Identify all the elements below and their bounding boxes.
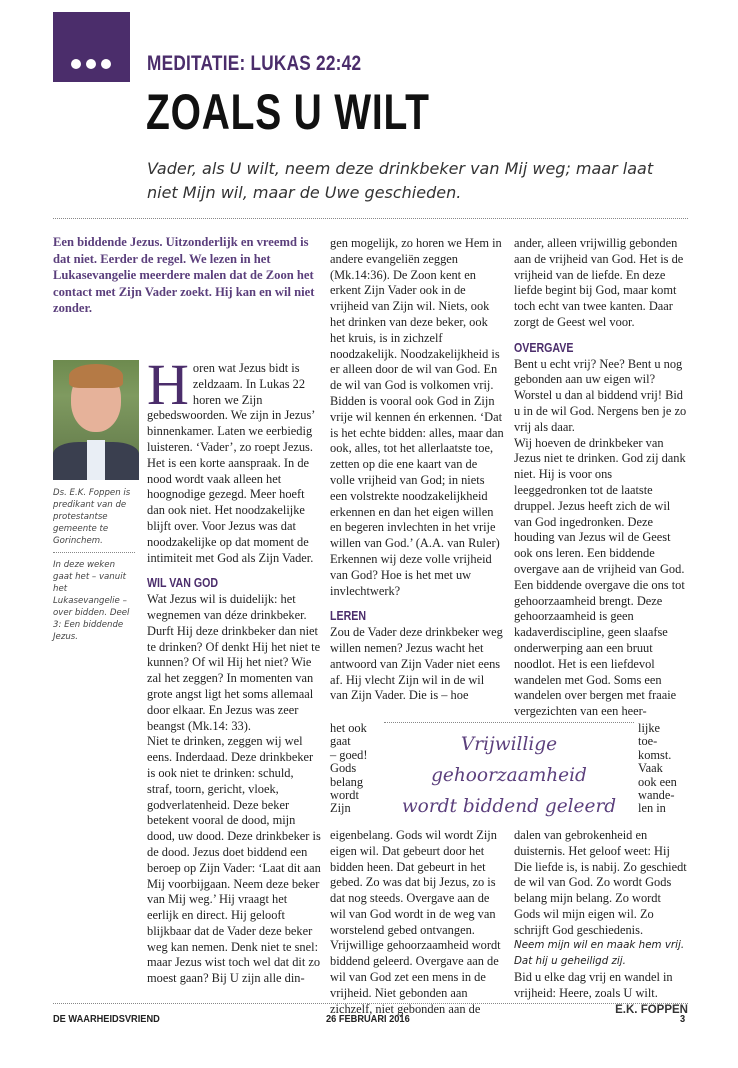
series-caption: In deze weken gaat het – vanuit het Lukasevangelie – over bidden. Deel 3: Een biddende Jezus. xyxy=(53,560,130,642)
wrap-line: Gods xyxy=(330,761,357,776)
body-column-3-bottom xyxy=(514,828,688,1018)
poem-line: Neem mijn wil en maak hem vrij. xyxy=(514,939,685,952)
paragraph: ander, alleen vrijwillig gebonden aan de vrijheid van God. Het is de vrijheid van de liefde. En deze liefde begint bij God, maar komt toch echt van twee kanten. Daar zorgt de Geest wel voor. xyxy=(514,236,684,329)
wrap-line: ook een xyxy=(638,774,677,789)
wrap-line: wordt xyxy=(330,787,359,802)
paragraph: Wat Jezus wil is duidelijk: het wegnemen van déze drinkbeker. Durft Hij deze drinkbeker dan niet te drinken? Of denkt Hij het niet te kunnen? Of wil Hij het niet? Wie zal het zeggen? In momenten van grote angst ligt het soms allemaal door elkaar. En Jezus was zeer beangst (Mk.14: 33). xyxy=(147,592,321,733)
caption-divider xyxy=(53,552,135,553)
wrap-line: gaat xyxy=(330,734,351,749)
pullquote-line: Vrijwillige gehoorzaamheid xyxy=(431,733,587,786)
paragraph: oren wat Jezus bidt is zeldzaam. In Lukas 22 horen we Zijn gebedswoorden. We zijn in Jezus’ binnenkamer. Laten we eerbiedig luisteren. ‘Vader’, zo roept Jezus. Het is een korte aanspraak. In de nood wordt vaak alleen het hoognodige gezegd. Meer hoeft dan ook niet. Het noodzakelijke blijft over. Voor Jezus was dat noodzakelijke op dat moment de intimiteit met God als Zijn Vader. xyxy=(147,361,315,565)
wrap-line: toe- xyxy=(638,734,658,749)
paragraph: Bent u echt vrij? Nee? Bent u nog gebonden aan uw eigen wil? Worstel u dan al biddend vrij! Bid u in de wil God. Nergens ben je zo vrij als daar. xyxy=(514,356,687,434)
pullquote xyxy=(384,722,634,822)
body-column-2-bottom xyxy=(330,828,504,1018)
poem-line: Dat hij u geheiligd zij. xyxy=(514,955,626,968)
wrap-line: len in xyxy=(638,801,666,816)
columns-bottom-row xyxy=(330,828,688,1018)
scripture-subtitle: Vader, als U wilt, neem deze drinkbeker van Mij weg; maar laat niet Mijn wil, maar de Uwe geschieden. xyxy=(147,159,654,202)
wrap-line: wande- xyxy=(638,787,675,802)
pullquote-row xyxy=(330,722,688,822)
author-photo xyxy=(53,360,139,480)
footer-date: 26 FEBRUARI 2016 xyxy=(326,1013,410,1025)
author-caption: Ds. E.K. Foppen is predikant van de protestantse gemeente te Gorinchem. xyxy=(53,488,131,546)
column-2-wrap-lines xyxy=(330,722,380,816)
pullquote-line: wordt biddend geleerd xyxy=(401,795,617,817)
body-columns-2-3 xyxy=(330,236,688,1018)
column-3-wrap-lines xyxy=(638,722,688,816)
wrap-line: het ook xyxy=(330,720,367,735)
author-signature: E.K. FOPPEN xyxy=(615,1003,688,1016)
paragraph: Wij hoeven de drinkbeker van Jezus niet te drinken. God zij dank niet. Hij is voor ons leeggedronken tot de laatste druppel. Jezus heeft zich de wil van God ingedronken. Deze houding van Jezus wil de Geest ook ons leren. Een biddende overgave aan de vrijheid van God. Een biddende overgave die ons tot gehoorzaamheid brengt. Deze gehoorzaamheid is geen kadaverdiscipline, geen slaafse onderwerping aan een bruut noodlot. Het is een liefdevol wandelen met God. Soms een wandelen over bergen met fraaie vergezichten van een heer- xyxy=(514,435,686,719)
section-heading: LEREN xyxy=(330,609,367,624)
body-column-1 xyxy=(147,352,321,987)
intro-paragraph: Een biddende Jezus. Uitzonderlijk en vreemd is dat niet. Eerder de regel. We lezen in het Lukasevangelie meerdere malen dat de Zoon het contact met Zijn Vader zoekt. Hij kan en wil niet zonder. xyxy=(53,235,315,316)
section-kicker: MEDITATIE: LUKAS 22:42 xyxy=(147,52,362,75)
body-column-2 xyxy=(330,236,504,704)
paragraph: Zou de Vader deze drinkbeker weg willen nemen? Jezus wacht het antwoord van Zijn Vader niet eens af. Hij vlecht Zijn wil in de wil van Zijn Vader. Die is – hoe xyxy=(330,625,503,703)
paragraph: gen mogelijk, zo horen we Hem in andere evangeliën zeggen (Mk.14:36). De Zoon kent en erkent Zijn Vader ook in de vrijheid van Zijn wil. Niets, ook het drinken van deze beker, ook het kruis, is in zichzelf noodzakelijk. Noodzakelijkheid is er alleen door de wil van God. En de wil van God is volkomen vrij. Bidden is vooral ook God in Zijn vrije wil kennen én erkennen. ‘Dat is het echte bidden: alles, maar dan ook, alles, tot het allerlaatste toe, zetten op die ene kaart van de volle vrijheid van God; in niets een volstrekte noodzakelijkheid erkennen en dan het eigen willen en begeren invlechten in het vrije willen van God.’ (A.A. van Ruler) Erkennen wij deze volle vrijheid van God? Hoe is het met uw invlechtwerk? xyxy=(330,236,504,598)
wrap-line: lijke xyxy=(638,720,661,735)
wrap-line: – goed! xyxy=(330,747,368,762)
wrap-line: belang xyxy=(330,774,364,789)
paragraph: Bid u elke dag vrij en wandel in vrijheid: Heere, zoals U wilt. xyxy=(514,970,673,1000)
wrap-line: komst. xyxy=(638,747,672,762)
article-title: ZOALS U WILT xyxy=(146,84,430,140)
columns-top-row xyxy=(330,236,688,720)
paragraph: dalen van gebrokenheid en duisternis. Het geloof weet: Hij Die liefde is, is nabij. Zo geschiedt de wil van God. Zo wordt Gods belang mijn belang. Zo wordt Gods wil mijn eigen wil. Zo schrijft God geschiedenis. xyxy=(514,827,687,937)
footer-publication: DE WAARHEIDSVRIEND xyxy=(53,1013,160,1025)
photo-sidebar xyxy=(53,487,135,643)
header-divider xyxy=(53,218,688,219)
section-heading: WIL VAN GOD xyxy=(147,576,219,591)
section-heading: OVERGAVE xyxy=(514,340,574,355)
footer-divider xyxy=(53,1003,688,1004)
wrap-line: Zijn xyxy=(330,801,351,816)
page-number: 3 xyxy=(680,1013,686,1025)
ellipsis-icon xyxy=(71,59,111,69)
drop-cap: H xyxy=(147,352,189,417)
paragraph: eigenbelang. Gods wil wordt Zijn eigen wil. Dat gebeurt door het bidden heen. Dat gebeurt in het gebed. Zo was dat bij Jezus, zo is dat nog steeds. Overgave aan de wil van God wordt in de weg van worstelend gebed ontvangen. Vrijwillige gehoorzaamheid wordt biddend geleerd. Overgave aan de wil van God zet een mens in de vrijheid. Niet gebonden aan zichzelf, niet gebonden aan de xyxy=(330,827,501,1016)
paragraph: Niet te drinken, zeggen wij wel eens. Inderdaad. Deze drinkbeker is ook niet te drinken: schuld, straf, toorn, gericht, vloek, godverlatenheid. Deze beker betekent vooral de dood, mijn dood, uw dood. Deze drinkbeker is de dood. Jezus doet biddend een beroep op Zijn Vader: ‘Laat dit aan Mij voorbijgaan. Neem deze beker van Mij weg.’ Hij vraagt het eerlijk en direct. Hij gelooft blijkbaar dat de Vader deze beker weg kan nemen. Denk niet te snel: maar Jezus wist toch wel dat dit zo moest gaan? Bij U zijn alle din- xyxy=(147,734,321,986)
body-column-3 xyxy=(514,236,688,720)
magazine-logo xyxy=(53,12,130,82)
wrap-line: Vaak xyxy=(638,761,663,776)
